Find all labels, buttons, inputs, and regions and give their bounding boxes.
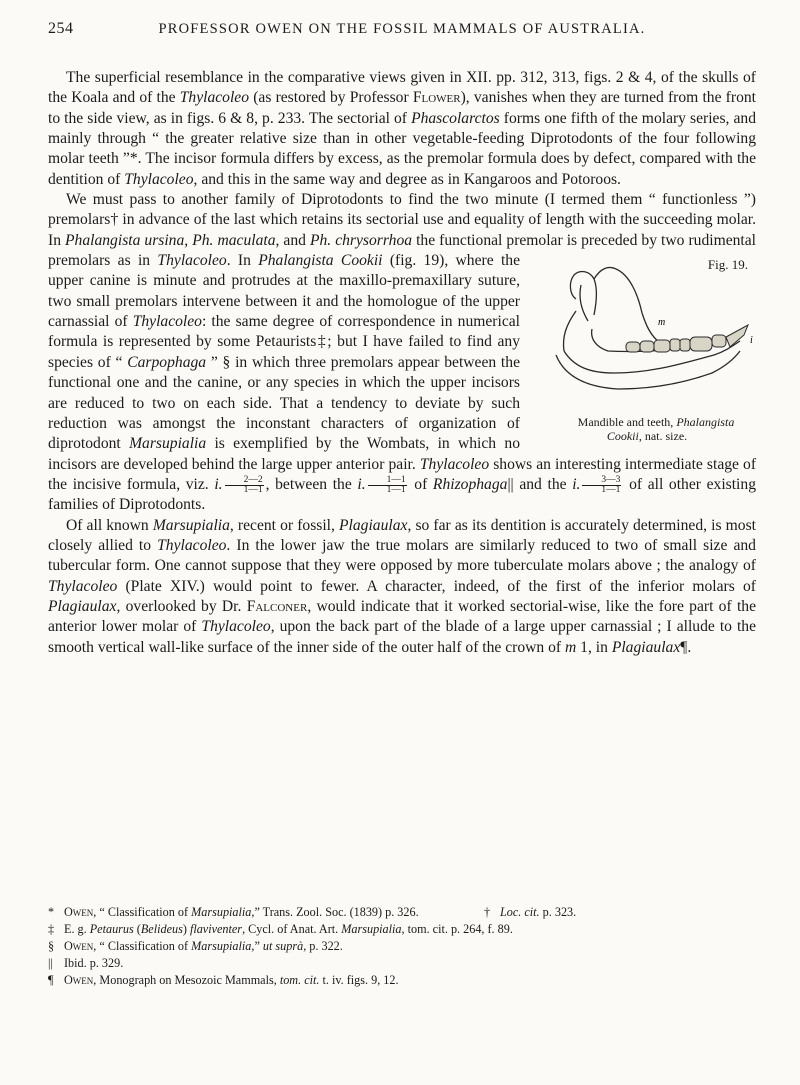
footnotes xyxy=(48,904,756,989)
footnote-section: § Owen, “ Classification of Marsupialia,” ut suprà, p. 322. xyxy=(48,939,343,953)
incisor-formula-3: $\frac{3—3}{1—1}$ xyxy=(582,476,621,495)
main-text xyxy=(48,68,756,658)
running-title: PROFESSOR OWEN ON THE FOSSIL MAMMALS OF AUSTRALIA. xyxy=(158,21,646,37)
footnote-row xyxy=(48,904,756,921)
figure-caption: Mandible and teeth, Phalangista Cookii, nat. size. xyxy=(577,415,735,444)
footnote-star: * Owen, “ Classification of Marsupialia,” Trans. Zool. Soc. (1839) p. 326. xyxy=(48,905,419,919)
incisor-formula-2: $\frac{1—1}{1—1}$ xyxy=(368,476,407,495)
paragraph-3: Of all known Marsupialia, recent or fossil, Plagiaulax, so far as its dentition is accurately determined, is most closely allied to Thylacoleo. In the lower jaw the true molars are similarly reduced to two of small size and tubercular form. One cannot suppose that they were opposed by more tuberculate molars above ; the analogy of Thylacoleo (Plate XIV.) would point to fewer. A character, indeed, of the first of the inferior molars of Plagiaulax, overlooked by Dr. Falconer, would indicate that it worked sectorial-wise, like the fore part of the anterior lower molar of Thylacoleo, upon the back part of the blade of a large upper carnassial ; I allude to the smooth vertical wall-like surface of the inner side of the outer half of the crown of m 1, in Plagiaulax¶. xyxy=(48,516,757,656)
tooth-label-m: m xyxy=(658,317,666,329)
figure-label: Fig. 19. xyxy=(707,257,748,273)
paragraph-1: The superficial resemblance in the comparative views given in XII. pp. 312, 313, figs. 2 & 4, of the skulls of the Koala and of the Thylacoleo (as restored by Professor Flower), vanishes when they are turned from the front to the side view, as in figs. 6 & 8, p. 233. The sectorial of Phascolarctos forms one fifth of the molary series, and mainly through “ the greater relative size than in other vegetable-feeding Diprotodonts of the four following molar teeth ”*. The incisor formula differs by excess, as the premolar formula does by defect, compared with the dentition of Thylacoleo, and this in the same way and degree as in Kangaroos and Potoroos. xyxy=(48,69,756,188)
tooth-label-i: i xyxy=(750,335,753,347)
page-header xyxy=(48,20,756,42)
mandible-illustration xyxy=(534,255,760,415)
footnote-dagger: † Loc. cit. p. 323. xyxy=(484,905,577,919)
paragraph-2: We must pass to another family of Diprotodonts to find the two minute (I termed them “ functionless ”) premolars† in advance of the last which retains its sectorial use and equality of length with the succeeding molar. In Phalangista ursina, Ph. maculata, and Ph. chrysorrhoa the functional premolar is preceded by two rudimental premolars as in Thylacoleo. In Phalangista Cookii Fig. 19. m i Mandible and teeth, Phalangista Cookii, nat. size. (fig. 19), where the upper canine is minute and protrudes at the maxillo-premaxillary suture, two small premolars intervene between it and the homologue of the upper carnassial of Thylacoleo: the same degree of correspondence in numerical formula is represented by some Petaurists‡; but I have failed to find any species of “ Carpophaga ” § in which three premolars appear between the functional one and the canine, or any species in which the upper incisors are reduced to two on each side. That a tendency to deviate by such reduction was amongst the inconstant characters of organization of diprotodont Marsupialia is exemplified by the Wombats, in which no incisors are developed behind the large upper anterior pair. Thylacoleo shows an interesting intermediate stage of the incisive formula, viz. i. $\frac{2—2}{1—1}$ , between the i. $\frac{1—1}{1—1}$ of Rhizophaga|| and the i. $\frac{3—3}{1—1}$ of all other existing families of Diprotodonts. xyxy=(48,190,756,516)
page-number: 254 xyxy=(48,20,74,37)
footnote-pilcrow: ¶ Owen, Monograph on Mesozoic Mammals, tom. cit. t. iv. figs. 9, 12. xyxy=(48,973,399,987)
footnote-parallel: || Ibid. p. 329. xyxy=(48,956,124,970)
footnote-double-dagger: ‡ E. g. Petaurus (Belideus) flaviventer, Cycl. of Anat. Art. Marsupialia, tom. cit. p. 264, f. 89. xyxy=(48,922,513,936)
incisor-formula-1: $\frac{2—2}{1—1}$ xyxy=(225,476,264,495)
figure-19 xyxy=(534,255,760,453)
